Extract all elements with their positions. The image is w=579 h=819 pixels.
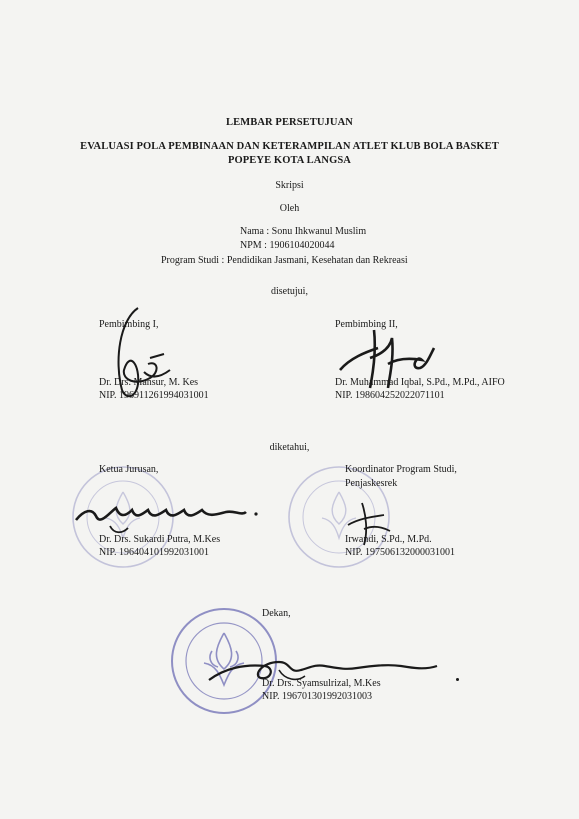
acknowledged-label: diketahui, — [269, 442, 310, 453]
sheet-heading: LEMBAR PERSETUJUAN — [226, 117, 353, 128]
dean-nip: NIP. 196701301992031003 — [262, 691, 373, 702]
by-label: Oleh — [279, 203, 300, 214]
head-dept-signature — [70, 490, 260, 540]
advisor1-nip: NIP. 196911261994031001 — [99, 390, 209, 401]
coordinator-nip: NIP. 197506132000031001 — [345, 547, 456, 558]
advisor2-name: Dr. Muhammad Iqbal, S.Pd., M.Pd., AIFO — [335, 377, 505, 388]
coordinator-role-line-1: Koordinator Program Studi, — [345, 464, 457, 475]
coordinator-name: Irwandi, S.Pd., M.Pd. — [345, 534, 432, 545]
thesis-title-line-1: EVALUASI POLA PEMBINAAN DAN KETERAMPILAN ATLET KLUB BOLA BASKET — [80, 141, 499, 152]
head-dept-name: Dr. Drs. Sukardi Putra, M.Kes — [99, 534, 221, 545]
advisor2-role: Pembimbing II, — [335, 319, 398, 330]
document-type: Skripsi — [275, 180, 304, 191]
advisor1-role: Pembimbing I, — [99, 319, 159, 330]
head-dept-role: Ketua Jurusan, — [99, 464, 159, 475]
head-dept-nip: NIP. 196404101992031001 — [99, 547, 210, 558]
advisor2-nip: NIP. 198604252022071101 — [335, 390, 445, 401]
advisor1-name: Dr. Drs. Mansur, M. Kes — [99, 377, 199, 388]
dean-role: Dekan, — [262, 608, 291, 619]
dean-name: Dr. Drs. Syamsulrizal, M.Kes — [262, 678, 381, 689]
approved-label: disetujui, — [271, 286, 308, 297]
student-npm: NPM : 1906104020044 — [240, 240, 335, 251]
student-name: Nama : Sonu Ihkwanul Muslim — [240, 226, 367, 237]
study-program: Program Studi : Pendidikan Jasmani, Kesehatan dan Rekreasi — [161, 255, 408, 266]
thesis-title-line-2: POPEYE KOTA LANGSA — [228, 155, 351, 166]
ink-dot — [456, 678, 459, 681]
coordinator-role-line-2: Penjaskesrek — [345, 478, 398, 489]
